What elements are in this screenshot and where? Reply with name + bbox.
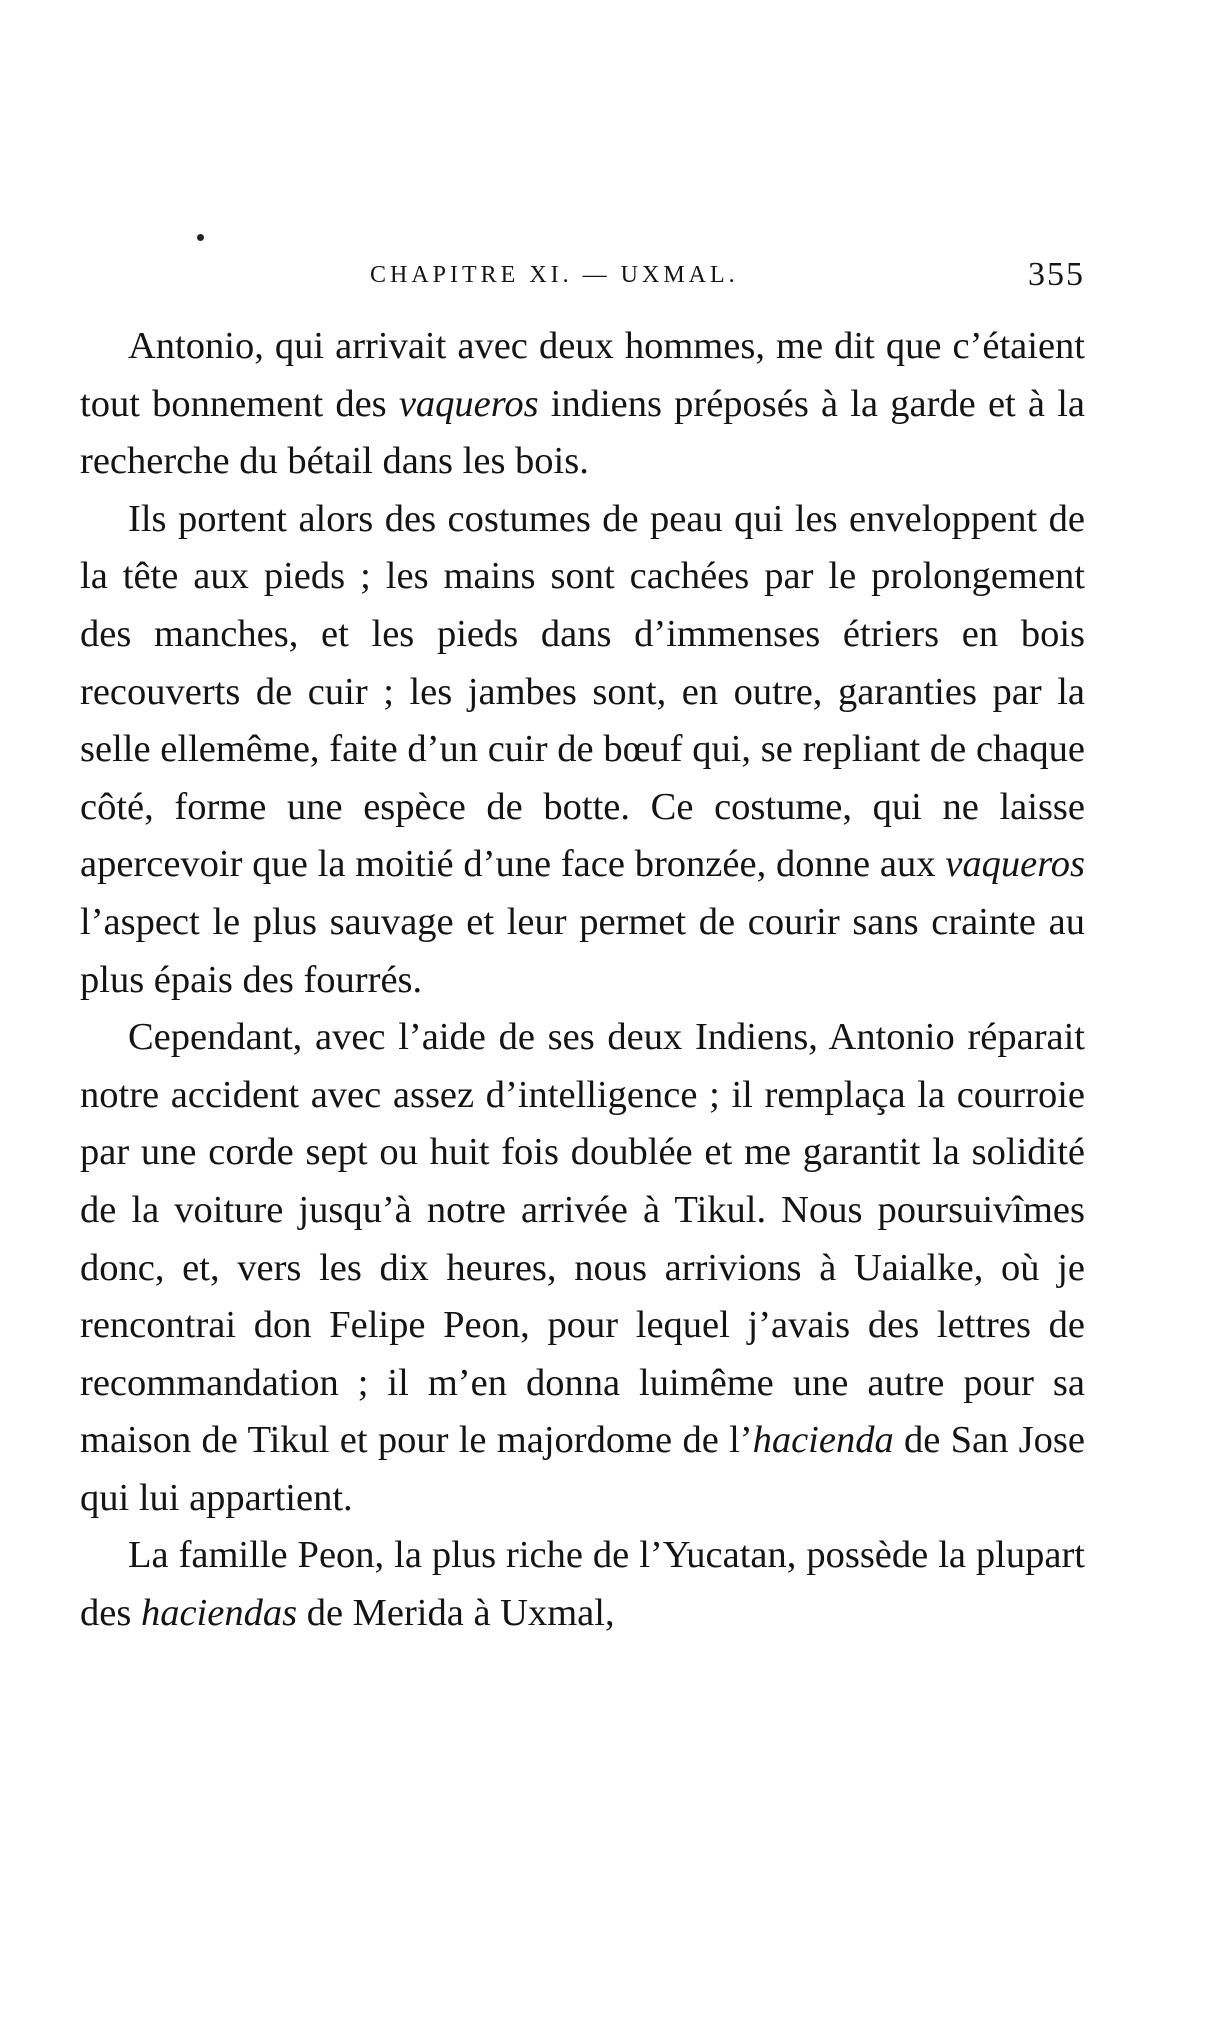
text-run: La famille Peon, la plus riche de l’Yucatan, possède la plupart des bbox=[80, 1534, 1085, 1635]
text-run: Ils portent alors des costumes de peau qui les enveloppent de la tête aux pieds ; les mains sont cachées par le prolongement des manches, et les pieds dans d’immenses étriers en bois recouverts de cuir ; les jambes sont, en outre, garanties par la selle ellemême, faite d’un cuir de bœuf qui, se repliant de chaque côté, forme une espèce de botte. Ce costume, qui ne laisse apercevoir que la moitié d’une face bronzée, donne aux bbox=[80, 497, 1085, 886]
body-text bbox=[80, 318, 1085, 1643]
ink-speck bbox=[197, 234, 204, 241]
chapter-heading: CHAPITRE XI. — UXMAL. bbox=[370, 262, 739, 288]
paragraph bbox=[80, 1527, 1085, 1642]
text-run: indiens préposés à la garde et à la recherche du bétail dans les bois. bbox=[80, 382, 1085, 483]
text-run: de San Jose qui lui appartient. bbox=[80, 1419, 1085, 1519]
paragraph bbox=[80, 491, 1085, 1009]
page-number: 355 bbox=[1028, 256, 1085, 293]
italic-term: vaqueros bbox=[398, 382, 539, 425]
text-run: Cependant, avec l’aide de ses deux Indiens, Antonio réparait notre accident avec assez d’intelligence ; il remplaça la courroie par une corde sept ou huit fois doublée et me garantit la solidité de la voiture jusqu’à notre arrivée à Tikul. Nous poursuivîmes donc, et, vers les dix heures, nous arrivions à Uaialke, où je rencontrai don Felipe Peon, pour lequel j’avais des lettres de recommandation ; il m’en donna luimême une autre pour sa maison de Tikul et pour le majordome de l’ bbox=[80, 1016, 1085, 1462]
italic-term: hacienda bbox=[752, 1419, 894, 1462]
italic-term: vaqueros bbox=[945, 843, 1085, 886]
paragraph bbox=[80, 1009, 1085, 1527]
running-head bbox=[80, 256, 1085, 302]
text-run: de Merida à Uxmal, bbox=[297, 1592, 615, 1635]
text-run: l’aspect le plus sauvage et leur permet de courir sans crainte au plus épais des fourrés. bbox=[80, 900, 1085, 1001]
text-run: Antonio, qui arrivait avec deux hommes, me dit que c’étaient tout bonnement des bbox=[80, 325, 1085, 425]
paragraph bbox=[80, 318, 1085, 491]
italic-term: haciendas bbox=[140, 1592, 298, 1635]
